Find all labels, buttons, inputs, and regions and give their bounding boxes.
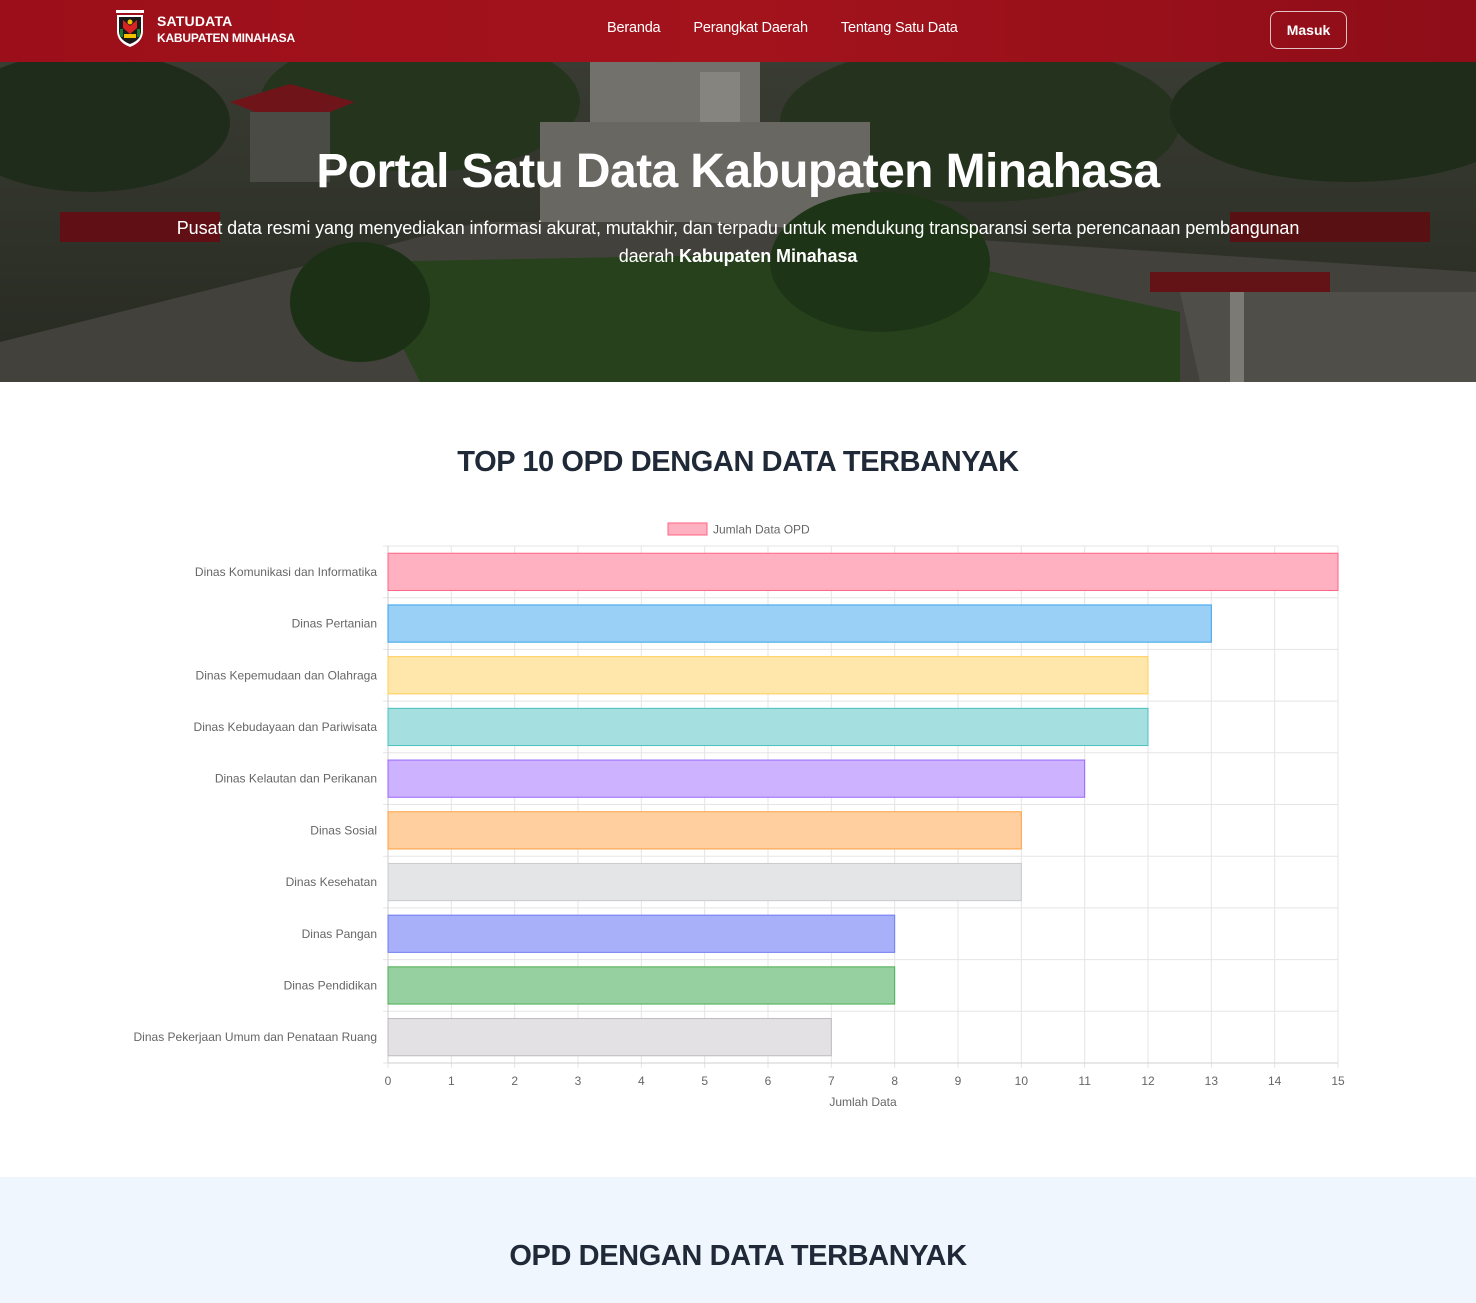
hero-banner — [0, 62, 1476, 382]
bar — [388, 967, 895, 1004]
brand-region: KABUPATEN MINAHASA — [157, 30, 295, 45]
x-tick-label: 11 — [1078, 1074, 1091, 1088]
hero-subtitle-text: Pusat data resmi yang menyediakan informasi akurat, mutakhir, dan terpadu untuk mendukung transparansi serta perencanaan pembangunan daerah — [176, 218, 1300, 266]
category-label: Dinas Pendidikan — [283, 978, 377, 993]
top-opd-chart — [0, 510, 1476, 1120]
x-tick-label: 13 — [1204, 1074, 1219, 1088]
hero-subtitle-bold: Kabupaten Minahasa — [679, 246, 858, 266]
x-tick-label: 4 — [637, 1074, 645, 1088]
bar — [388, 553, 1338, 590]
category-label: Dinas Kesehatan — [285, 875, 377, 890]
x-tick-label: 9 — [954, 1074, 962, 1088]
nav-link-tentang-satu-data[interactable]: Tentang Satu Data — [840, 20, 958, 36]
x-tick-label: 7 — [827, 1074, 835, 1088]
category-label: Dinas Kepemudaan dan Olahraga — [195, 668, 377, 683]
category-label: Dinas Pangan — [301, 926, 377, 941]
bar — [388, 708, 1148, 745]
bar — [388, 915, 895, 952]
category-label: Dinas Pertanian — [291, 616, 377, 631]
legend-label: Jumlah Data OPD — [713, 522, 810, 537]
category-label: Dinas Komunikasi dan Informatika — [194, 564, 377, 579]
bar — [388, 605, 1211, 642]
hero-subtitle — [148, 214, 1328, 270]
category-label: Dinas Kelautan dan Perikanan — [214, 771, 377, 786]
x-tick-label: 2 — [511, 1074, 519, 1088]
legend-swatch — [668, 523, 707, 535]
x-tick-label: 10 — [1014, 1074, 1029, 1088]
x-tick-label: 15 — [1331, 1074, 1345, 1088]
bar — [388, 863, 1021, 900]
x-tick-label: 3 — [574, 1074, 582, 1088]
category-label: Dinas Kebudayaan dan Pariwisata — [193, 719, 377, 734]
x-tick-label: 14 — [1267, 1074, 1282, 1088]
x-tick-label: 8 — [891, 1074, 899, 1088]
x-tick-label: 0 — [384, 1074, 392, 1088]
bar-chart-svg — [0, 510, 1476, 1120]
x-tick-label: 6 — [764, 1074, 772, 1088]
x-axis-title: Jumlah Data — [829, 1095, 897, 1109]
chart-section-title: TOP 10 OPD DENGAN DATA TERBANYAK — [457, 446, 1019, 478]
category-label: Dinas Sosial — [310, 823, 377, 838]
navbar — [0, 0, 1476, 62]
x-tick-label: 5 — [701, 1074, 709, 1088]
hero-title: Portal Satu Data Kabupaten Minahasa — [316, 145, 1160, 198]
bar — [388, 657, 1148, 694]
bottom-section-title: OPD DENGAN DATA TERBANYAK — [509, 1240, 967, 1272]
nav-link-perangkat-daerah[interactable]: Perangkat Daerah — [693, 20, 808, 36]
main-nav — [607, 20, 958, 36]
brand[interactable] — [114, 9, 295, 49]
nav-link-beranda[interactable]: Beranda — [607, 20, 661, 36]
bar — [388, 760, 1085, 797]
category-label: Dinas Pekerjaan Umum dan Penataan Ruang — [133, 1030, 377, 1045]
login-button[interactable]: Masuk — [1270, 11, 1347, 49]
brand-name: SATUDATA — [157, 12, 233, 29]
bar — [388, 812, 1021, 849]
x-tick-label: 12 — [1141, 1074, 1155, 1088]
bar — [388, 1019, 831, 1056]
x-tick-label: 1 — [447, 1074, 455, 1088]
minahasa-crest-icon — [114, 9, 146, 49]
